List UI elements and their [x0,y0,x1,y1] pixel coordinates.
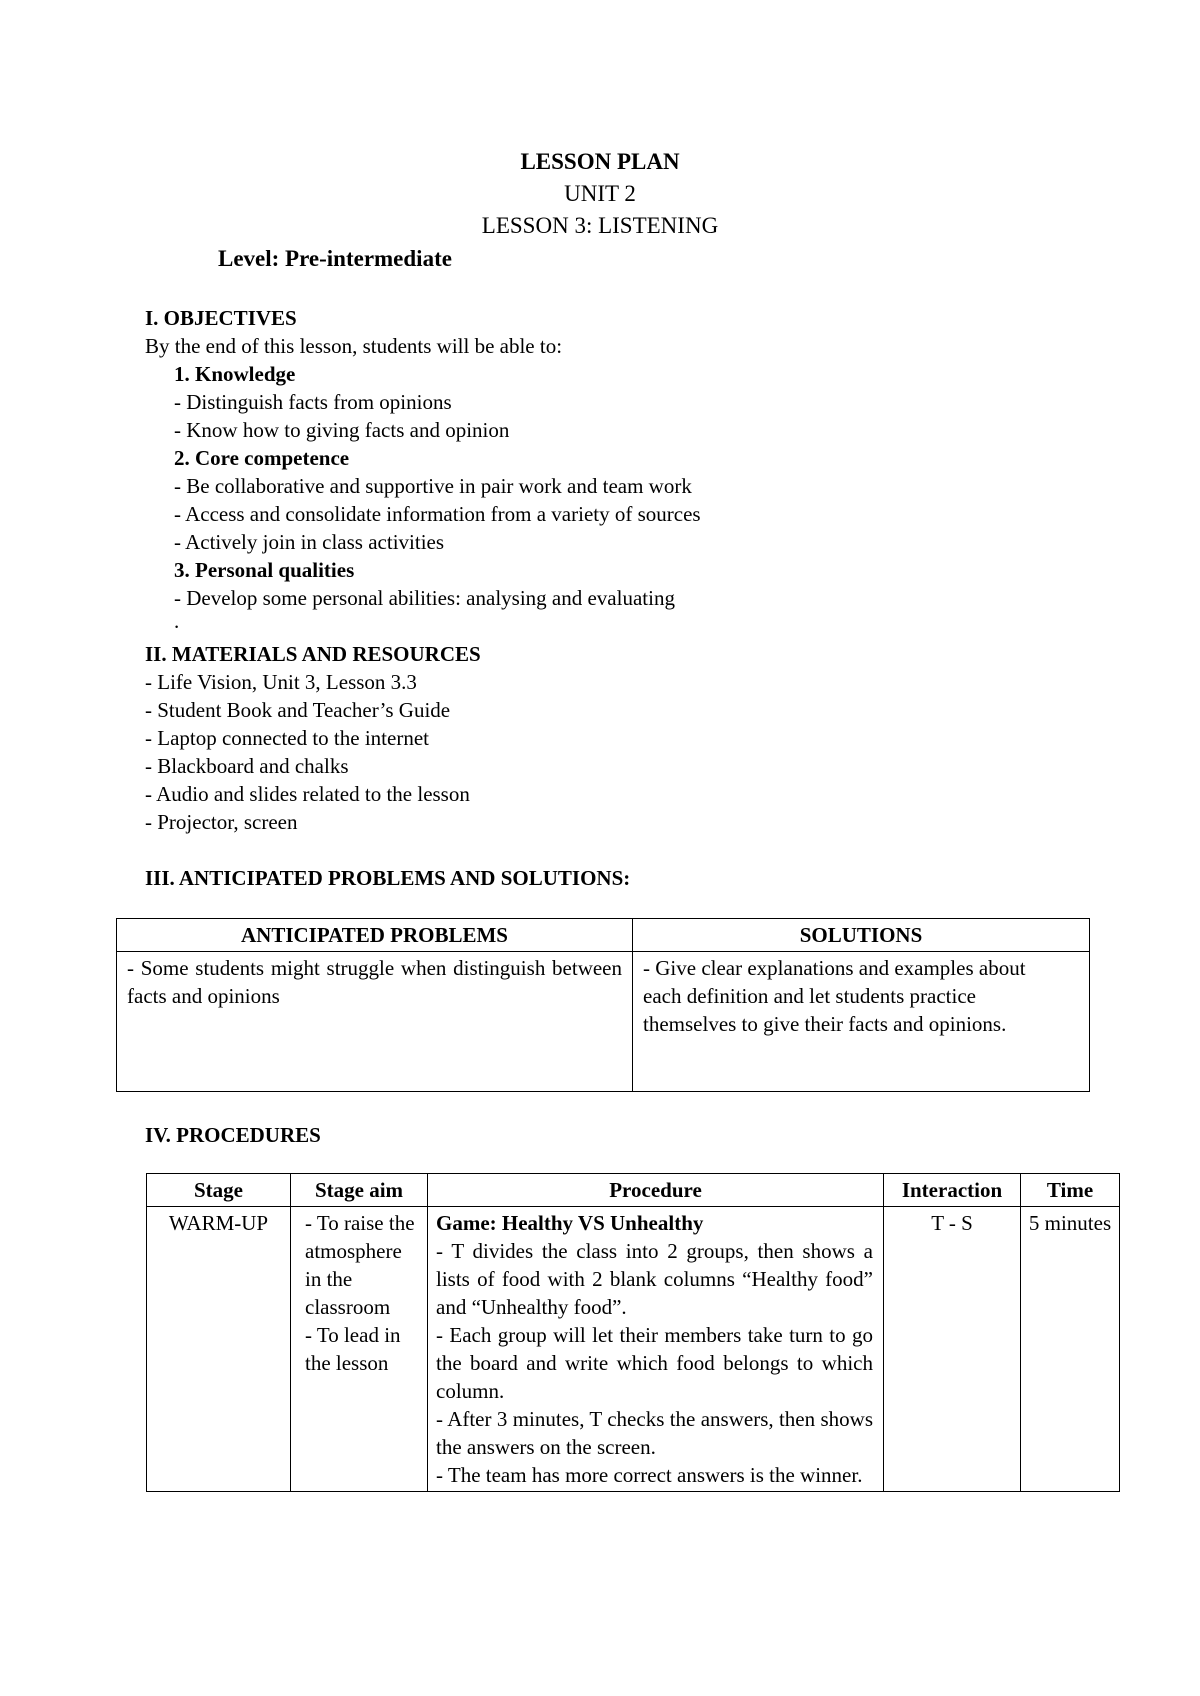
stray-dot: . [174,609,180,633]
doc-title: LESSON PLAN [520,149,680,174]
stage-aim-cell [291,1207,428,1492]
personal-heading: 3. Personal qualities [174,558,355,582]
time-column-header: Time [1021,1174,1120,1207]
procedure-step: - After 3 minutes, T checks the answers, then shows the answers on the screen. [436,1407,873,1459]
knowledge-item: - Know how to giving facts and opinion [174,418,510,442]
core-heading: 2. Core competence [174,446,350,470]
knowledge-heading: 1. Knowledge [174,362,296,386]
procedure-step: - T divides the class into 2 groups, then shows a lists of food with 2 blank columns “Healthy food” and “Unhealthy food”. [436,1239,873,1319]
materials-heading: II. MATERIALS AND RESOURCES [145,642,481,666]
stage-aim-column-header: Stage aim [291,1174,428,1207]
objectives-intro: By the end of this lesson, students will be able to: [145,334,563,358]
knowledge-item: - Distinguish facts from opinions [174,390,452,414]
core-item: - Actively join in class activities [174,530,445,554]
problems-table [116,918,1090,1092]
solution-cell: - Give clear explanations and examples about each definition and let students practice themselves to give their facts and opinions. [633,952,1090,1092]
materials-item: - Laptop connected to the internet [145,726,429,750]
stage-cell: WARM-UP [147,1207,291,1492]
materials-item: - Student Book and Teacher’s Guide [145,698,451,722]
personal-item: - Develop some personal abilities: analysing and evaluating [174,586,675,610]
materials-item: - Life Vision, Unit 3, Lesson 3.3 [145,670,417,694]
core-item: - Access and consolidate information from a variety of sources [174,502,701,526]
procedure-cell [428,1207,884,1492]
stage-aim-item: - To raise the atmosphere in the classroom [305,1211,415,1319]
procedure-title: Game: Healthy VS Unhealthy [436,1211,704,1235]
core-item: - Be collaborative and supportive in pair work and team work [174,474,692,498]
stage-aim-item: - To lead in the lesson [305,1323,401,1375]
materials-item: - Blackboard and chalks [145,754,349,778]
unit-label: UNIT 2 [564,181,636,206]
procedure-column-header: Procedure [428,1174,884,1207]
level-label: Level: Pre-intermediate [218,246,452,271]
time-cell: 5 minutes [1021,1207,1120,1492]
interaction-cell: T - S [884,1207,1021,1492]
solutions-column-header: SOLUTIONS [633,919,1090,952]
problem-cell: - Some students might struggle when distinguish between facts and opinions [117,952,633,1092]
materials-item: - Projector, screen [145,810,298,834]
stage-column-header: Stage [147,1174,291,1207]
problems-heading: III. ANTICIPATED PROBLEMS AND SOLUTIONS: [145,866,631,890]
procedures-table [146,1173,1120,1492]
problems-column-header: ANTICIPATED PROBLEMS [117,919,633,952]
interaction-column-header: Interaction [884,1174,1021,1207]
lesson-label: LESSON 3: LISTENING [481,213,719,238]
procedure-step: - Each group will let their members take turn to go the board and write which food belongs to which column. [436,1323,873,1403]
materials-item: - Audio and slides related to the lesson [145,782,470,806]
procedures-heading: IV. PROCEDURES [145,1123,321,1147]
objectives-heading: I. OBJECTIVES [145,306,297,330]
procedure-step: - The team has more correct answers is the winner. [436,1463,863,1487]
table-row [147,1207,1120,1492]
